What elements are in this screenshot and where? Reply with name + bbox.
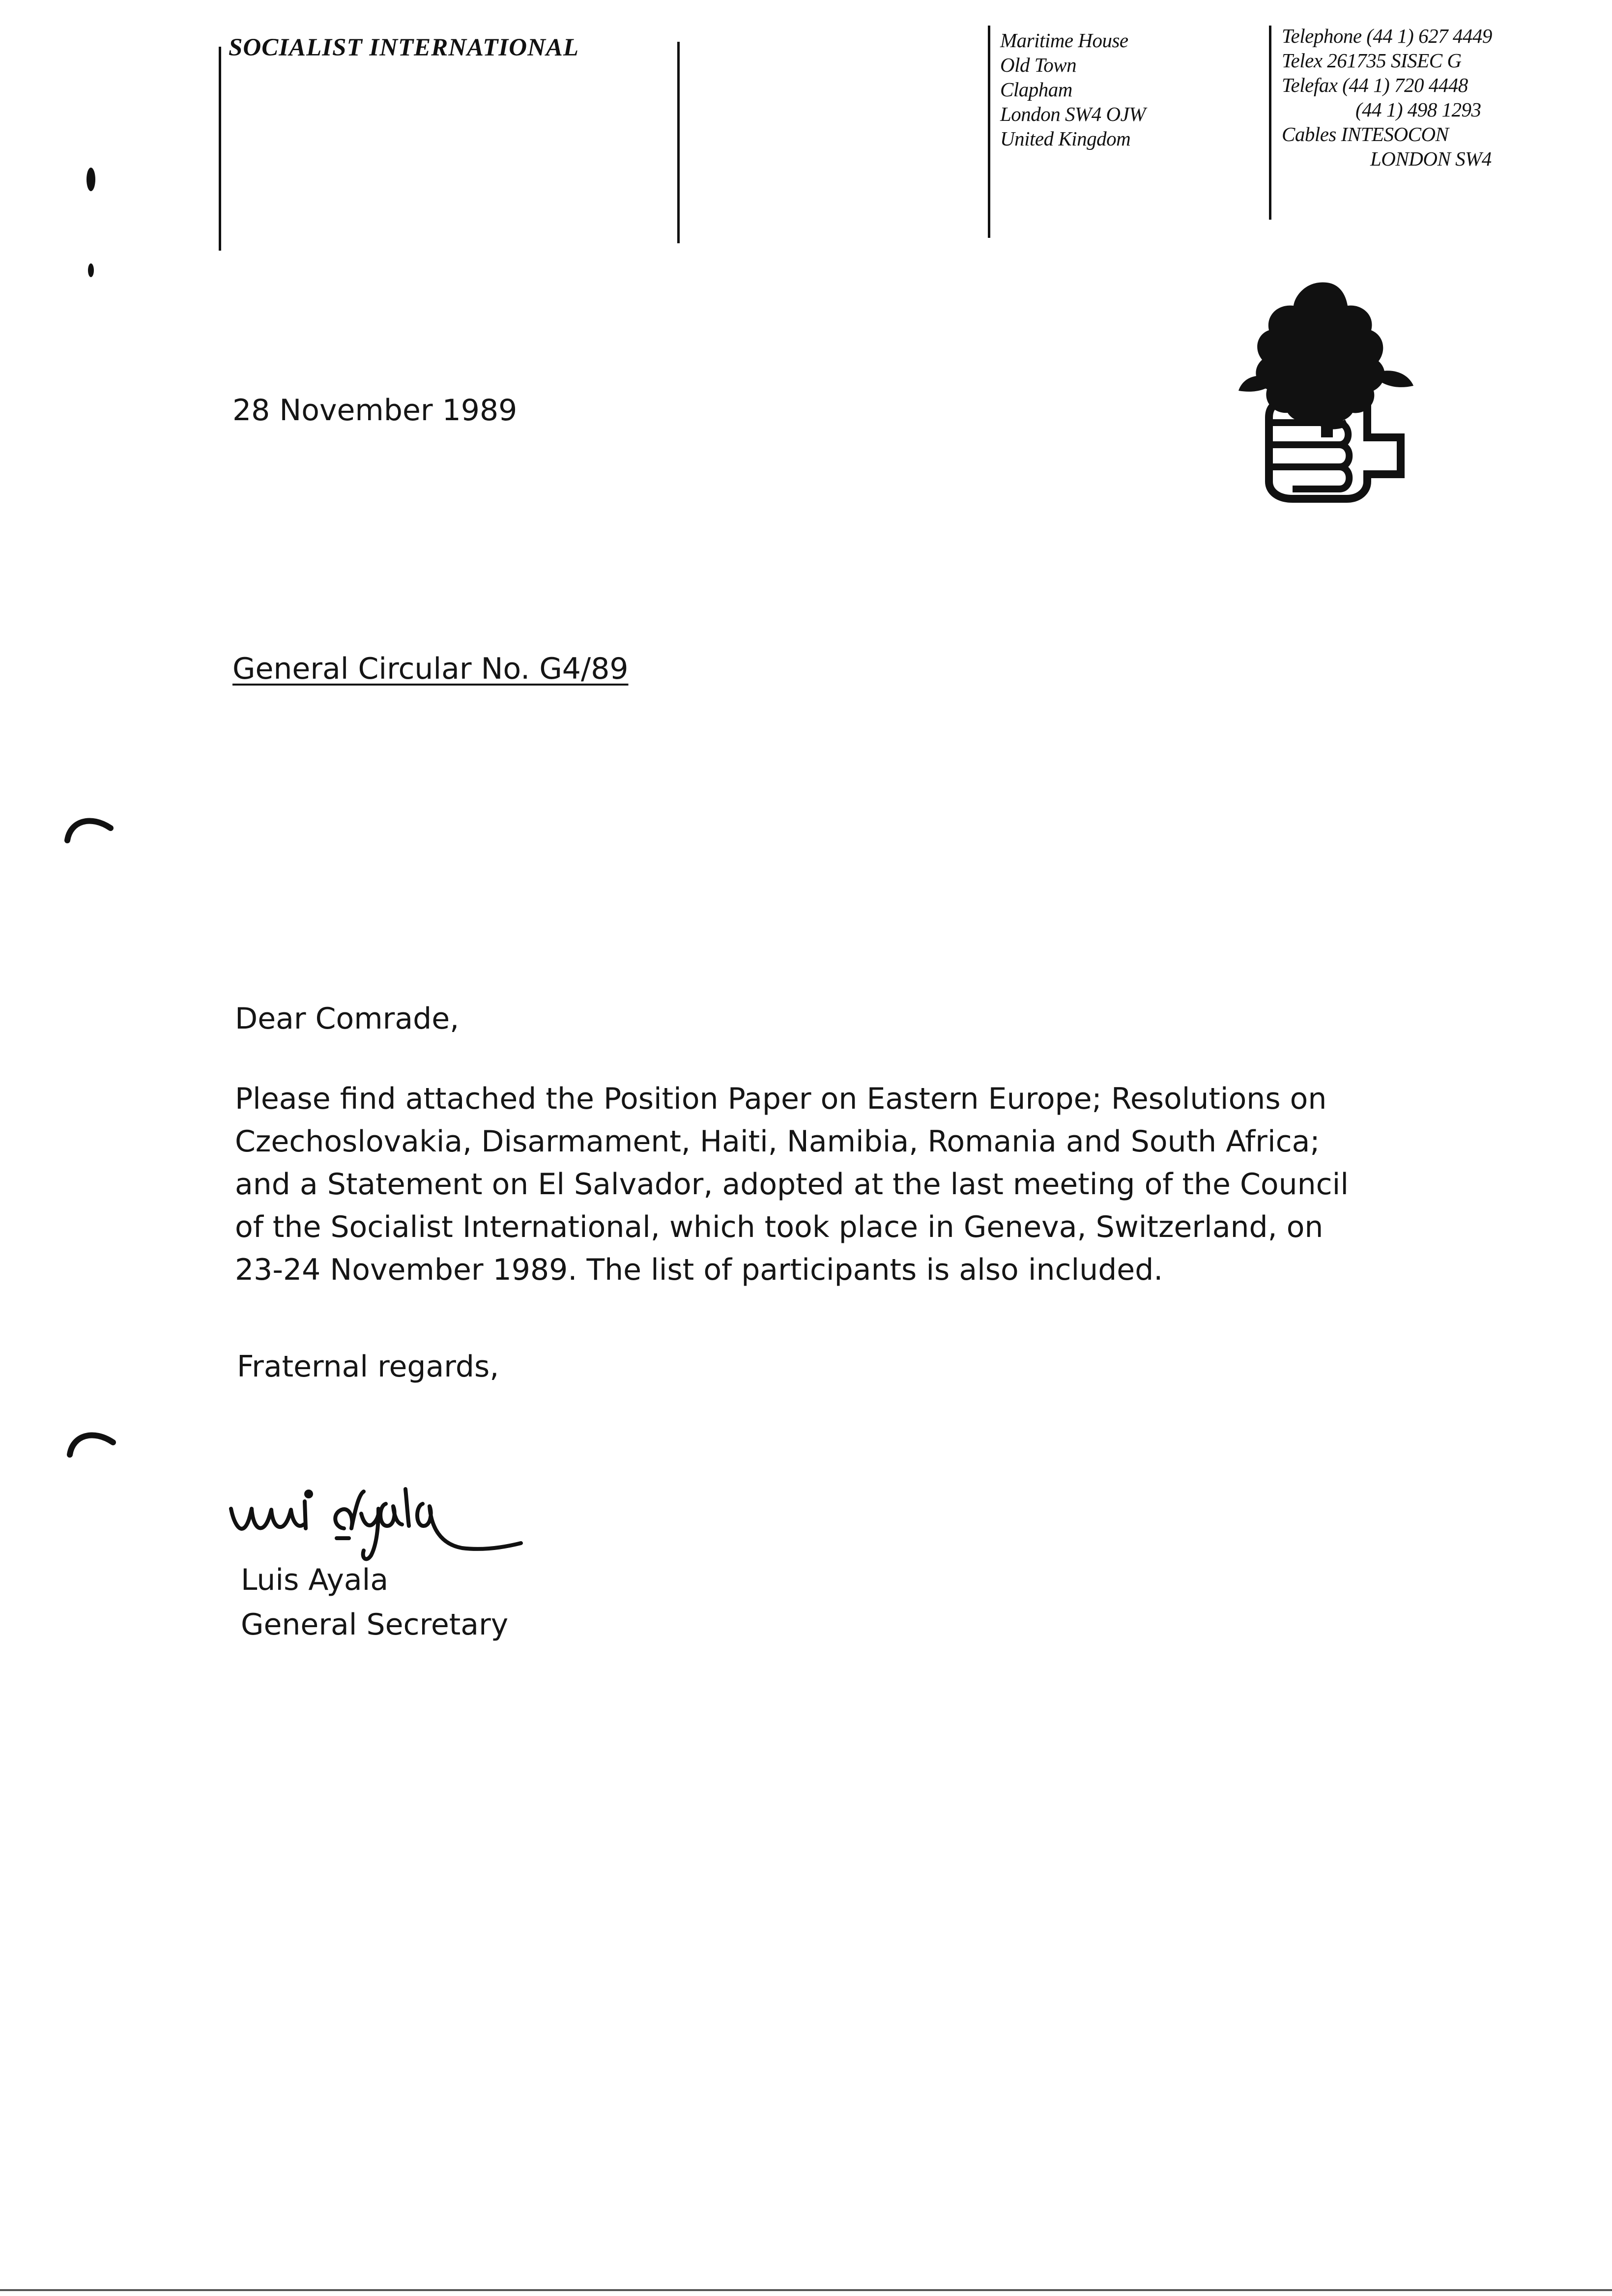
address-line: Maritime House bbox=[1000, 29, 1128, 52]
salutation: Dear Comrade, bbox=[235, 1002, 460, 1036]
hole-punch-mark bbox=[64, 1425, 118, 1460]
punch-mark bbox=[84, 165, 98, 194]
organization-contact bbox=[1282, 24, 1492, 171]
signer-title: General Secretary bbox=[241, 1607, 509, 1642]
fist-and-rose-icon bbox=[1238, 275, 1415, 506]
address-line: Old Town bbox=[1000, 54, 1077, 76]
address-line: London SW4 OJW bbox=[1000, 103, 1146, 125]
organization-name: SOCIALIST INTERNATIONAL bbox=[229, 34, 579, 61]
contact-line: Telex 261735 SISEC G bbox=[1282, 49, 1462, 72]
body-line: and a Statement on El Salvador, adopted at the last meeting of the Council bbox=[235, 1167, 1349, 1202]
contact-line: Telefax (44 1) 720 4448 bbox=[1282, 74, 1468, 96]
closing: Fraternal regards, bbox=[237, 1349, 499, 1384]
address-line: Clapham bbox=[1000, 78, 1072, 101]
contact-line: Cables INTESOCON bbox=[1282, 123, 1449, 145]
organization-address bbox=[1000, 28, 1146, 151]
body-line: 23-24 November 1989. The list of participants is also included. bbox=[235, 1253, 1163, 1287]
contact-line: (44 1) 498 1293 bbox=[1355, 98, 1481, 121]
body-line: Please find attached the Position Paper on Eastern Europe; Resolutions on bbox=[235, 1082, 1327, 1116]
letterhead-rule-address bbox=[988, 26, 990, 238]
circular-reference: General Circular No. G4/89 bbox=[232, 652, 629, 686]
contact-line: LONDON SW4 bbox=[1370, 147, 1492, 170]
signer-name: Luis Ayala bbox=[241, 1563, 389, 1597]
signature bbox=[216, 1474, 531, 1568]
body-line: of the Socialist International, which took place in Geneva, Switzerland, on bbox=[235, 1210, 1324, 1244]
letterhead-rule-left bbox=[219, 47, 221, 251]
contact-line: Telephone (44 1) 627 4449 bbox=[1282, 25, 1492, 47]
letter-body bbox=[235, 1078, 1349, 1292]
footer-scan-edge bbox=[0, 2289, 1612, 2291]
letterhead-rule-contact bbox=[1269, 26, 1271, 220]
punch-mark bbox=[86, 260, 96, 280]
address-line: United Kingdom bbox=[1000, 127, 1131, 150]
letter-date: 28 November 1989 bbox=[232, 393, 518, 428]
hole-punch-mark bbox=[61, 811, 115, 845]
letterhead-rule-center bbox=[677, 42, 680, 243]
body-line: Czechoslovakia, Disarmament, Haiti, Namibia, Romania and South Africa; bbox=[235, 1124, 1320, 1159]
